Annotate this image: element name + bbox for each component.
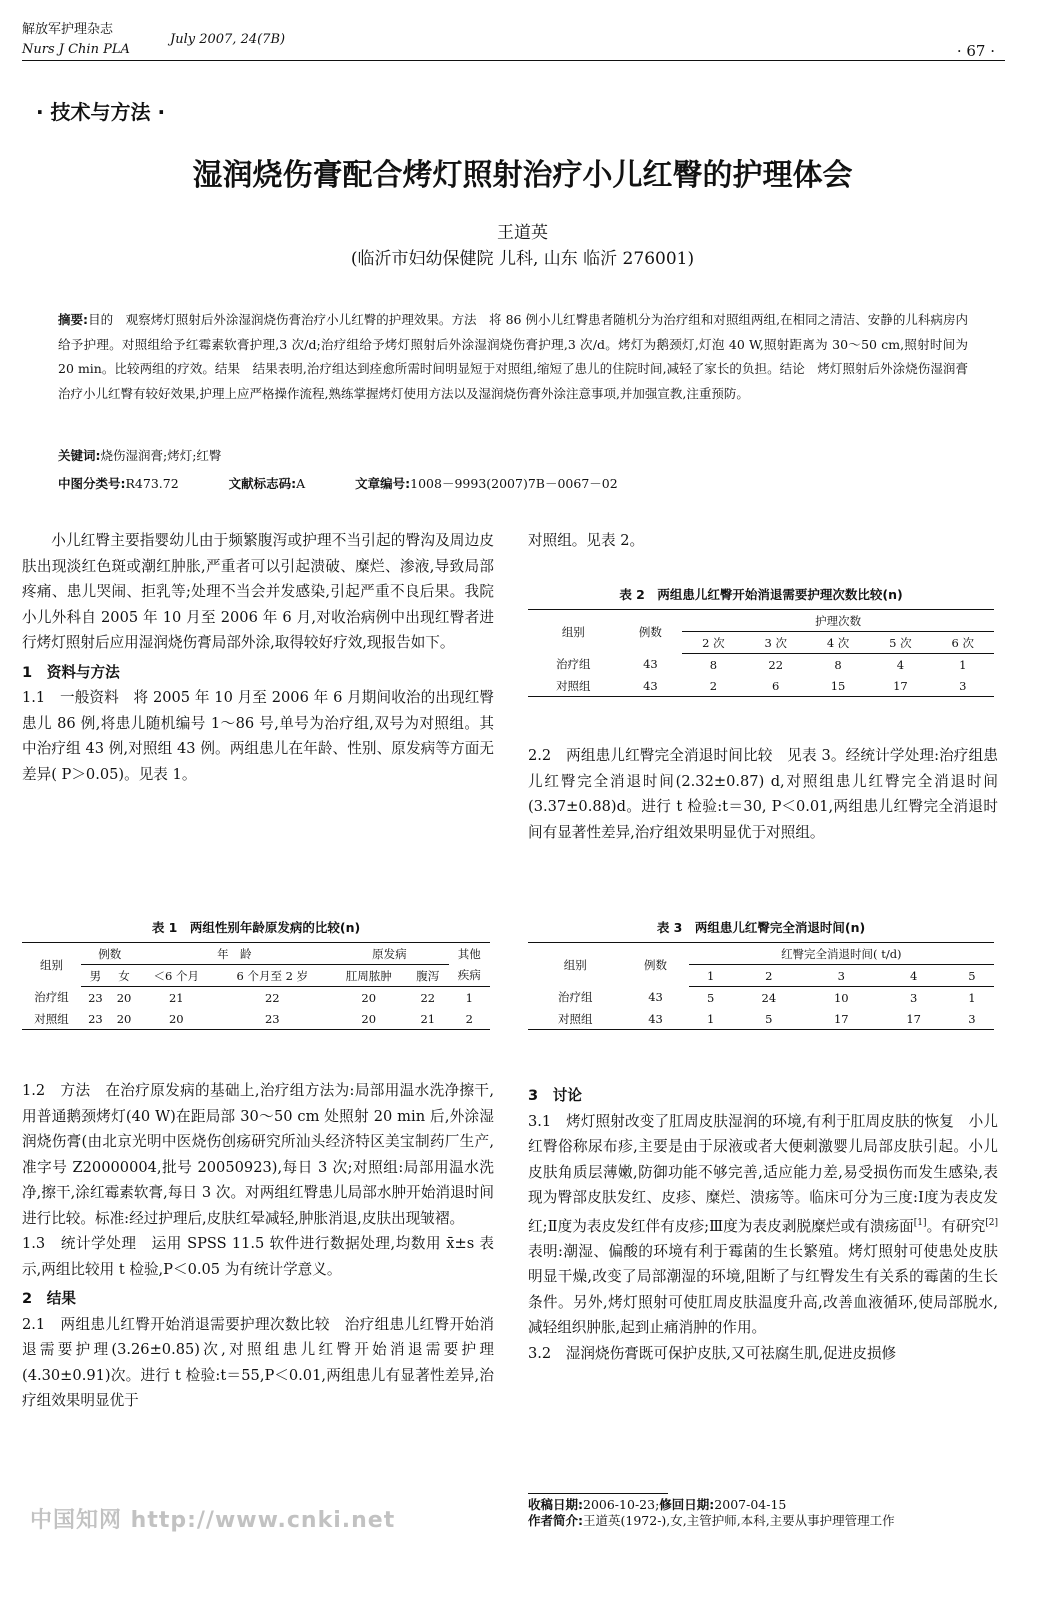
t3-cell: 3 <box>910 990 918 1005</box>
t2-cell: 22 <box>768 657 784 672</box>
para-2-1: 2.1 两组患儿红臀开始消退需要护理次数比较 治疗组患儿红臀开始消退需要护理(3.26±0.85)次,对照组患儿红臀开始消退需要护理(4.30±0.91)次。进行 t 检验:t＝55,P＜0.01,两组患儿有显著性差异,治疗组效果明显优于 <box>22 1315 494 1409</box>
t3-cell: 17 <box>805 1008 877 1030</box>
t3-cell: 10 <box>833 990 849 1005</box>
article-number <box>355 476 618 491</box>
t3-cell: 5 <box>733 1008 805 1030</box>
keywords-label: 关键词: <box>58 448 101 463</box>
revised-date: 2007-04-15 <box>714 1497 787 1512</box>
t1-cell: 20 <box>138 1008 214 1030</box>
right-column-bottom <box>528 1083 998 1366</box>
table-3 <box>528 918 994 1030</box>
t2-cell: 6 <box>745 675 807 697</box>
para-1-1: 1.1 一般资料 将 2005 年 10 月至 2006 年 6 月期间收治的出现红臀患儿 86 例,将患儿随机编号 1～86 号,单号为治疗组,双号为对照组。其中治疗组 43 例,对照组 43 例。两组患儿在年龄、性别、原发病等方面无差异( P＞0.05)。见表 1。 <box>22 689 494 783</box>
t2-cell: 15 <box>807 675 869 697</box>
t1-h-group: 组别 <box>22 943 81 987</box>
right-column-middle <box>528 743 998 845</box>
footnote-dates <box>528 1497 998 1513</box>
t2-cell: 对照组 <box>528 675 619 697</box>
t1-cell: 20 <box>116 990 132 1005</box>
para-3-1 <box>528 1109 998 1341</box>
t2-cell: 8 <box>709 657 718 672</box>
t3-cell: 43 <box>622 1008 688 1030</box>
received-label: 收稿日期: <box>528 1497 583 1512</box>
author: 王道英 <box>497 223 548 243</box>
t1-h-other: 其他 <box>449 943 490 965</box>
t1-sub-female: 女 <box>110 965 139 987</box>
heading-discussion: 3 讨论 <box>528 1087 582 1104</box>
abstract-label: 摘要: <box>58 312 89 327</box>
table-1-caption: 表 1 两组性别年龄原发病的比较(n) <box>151 920 361 935</box>
table-row <box>528 987 994 1009</box>
t1-cell: 1 <box>465 990 473 1005</box>
art-label: 文章编号: <box>355 476 411 491</box>
t3-sub: 2 <box>733 965 805 987</box>
table-row <box>22 1008 490 1030</box>
table-1-grid <box>22 942 490 1030</box>
para-3-2: 3.2 湿润烧伤膏既可保护皮肤,又可祛腐生肌,促进皮损修 <box>528 1344 897 1362</box>
t2-cell: 2 <box>682 675 744 697</box>
para-1-2: 1.2 方法 在治疗原发病的基础上,治疗组方法为:局部用温水洗净擦干,用普通鹅颈烤灯(40 W)在距局部 30～50 cm 处照射 20 min 后,外涂湿润烧伤膏(由北京光明中医烧伤创疡研究所汕头经济特区美宝制药厂生产,准字号 Z20000004,批号 20050923),每日 3 次;对照组:局部用温水洗净,擦干,涂红霉素软膏,每日 3 次。对两组红臀患儿局部水肿开始消退时间进行比较。标准:经过护理后,皮肤红晕减轻,肿胀消退,皮肤出现皱褶。 <box>22 1082 494 1227</box>
t3-cell: 43 <box>648 990 663 1005</box>
t1-cell: 20 <box>361 990 377 1005</box>
table-2 <box>528 585 994 697</box>
section-tag: · 技术与方法 · <box>36 100 166 124</box>
table-row <box>22 987 490 1009</box>
t3-cell: 17 <box>877 1008 949 1030</box>
watermark: 中国知网 http://www.cnki.net <box>30 1508 396 1533</box>
doc-code <box>229 476 306 491</box>
issue-date: July 2007, 24(7B) <box>170 32 286 47</box>
article-title: 湿润烧伤膏配合烤灯照射治疗小儿红臀的护理体会 <box>192 158 853 193</box>
t2-cell: 1 <box>959 657 967 672</box>
t1-cell: 21 <box>168 990 184 1005</box>
t1-sub-age2: 6 个月至 2 岁 <box>214 965 330 987</box>
clc-value: R473.72 <box>125 476 179 491</box>
t3-h-cases: 例数 <box>622 943 688 987</box>
t1-sub-diarrhea: 腹泻 <box>407 965 448 987</box>
t2-sub: 5 次 <box>869 632 931 654</box>
t1-cell: 23 <box>214 1008 330 1030</box>
table-row <box>528 675 994 697</box>
citation-2: [2] <box>985 1217 998 1228</box>
bio-label: 作者简介: <box>528 1513 583 1528</box>
clc-label: 中图分类号: <box>58 476 126 491</box>
doc-value: A <box>296 476 306 491</box>
t1-sub-abscess: 肛周脓肿 <box>330 965 407 987</box>
t1-cell: 23 <box>88 990 103 1005</box>
para-3-1-c: 表明:潮湿、偏酸的环境有利于霉菌的生长繁殖。烤灯照射可使患处皮肤明显干燥,改变了局部潮湿的环境,阻断了与红臀发生有关系的霉菌的生长条件。另外,烤灯照射可使肛周皮肤温度升高,改善血液循环,使局部脱水,减轻组织肿胀,起到止痛消肿的作用。 <box>528 1242 998 1337</box>
t3-cell: 24 <box>761 990 777 1005</box>
right-column-top <box>528 528 998 554</box>
t1-cell: 治疗组 <box>34 990 69 1005</box>
t1-sub-male: 男 <box>81 965 110 987</box>
affiliation: (临沂市妇幼保健院 儿科, 山东 临沂 276001) <box>350 249 695 269</box>
t3-cell: 1 <box>968 990 976 1005</box>
footnote-rule <box>528 1493 668 1494</box>
citation-1: [1] <box>913 1217 927 1228</box>
t2-cell: 17 <box>869 675 931 697</box>
t2-cell: 4 <box>896 657 905 672</box>
table-1 <box>22 918 490 1030</box>
t1-cell: 2 <box>449 1008 490 1030</box>
table-row <box>528 654 994 676</box>
clc-number <box>58 476 179 491</box>
left-column-bottom <box>22 1078 494 1414</box>
revised-label: 修回日期: <box>659 1497 715 1512</box>
t3-h-span: 红臀完全消退时间( t/d) <box>689 943 994 965</box>
t1-cell: 22 <box>420 990 436 1005</box>
t3-cell: 3 <box>950 1008 994 1030</box>
t1-cell: 23 <box>81 1008 110 1030</box>
t1-cell: 20 <box>330 1008 407 1030</box>
t3-cell: 对照组 <box>528 1008 622 1030</box>
doc-label: 文献标志码: <box>228 476 297 491</box>
t2-cell: 8 <box>834 657 842 672</box>
t1-cell: 对照组 <box>22 1008 81 1030</box>
t2-sub: 2 次 <box>682 632 744 654</box>
journal-name <box>22 20 130 60</box>
classification-line <box>58 474 664 492</box>
journal-name-en: Nurs J Chin PLA <box>22 42 130 57</box>
art-value: 1008－9993(2007)7B－0067－02 <box>410 476 618 491</box>
keywords <box>58 446 221 464</box>
t1-cell: 21 <box>407 1008 448 1030</box>
t3-sub: 1 <box>689 965 733 987</box>
abstract <box>58 308 968 406</box>
t2-sub: 3 次 <box>745 632 807 654</box>
para-2-2: 2.2 两组患儿红臀完全消退时间比较 见表 3。经统计学处理:治疗组患儿红臀完全消退时间(2.32±0.87) d,对照组患儿红臀完全消退时间(3.37±0.88)d。进行 t 检验:t＝30, P＜0.01,两组患儿红臀完全消退时间有显著性差异,治疗组效果明显优于对照组。 <box>528 747 998 841</box>
t1-sub-disease: 疾病 <box>449 965 490 987</box>
para-3-1-a: 3.1 烤灯照射改变了肛周皮肤湿润的环境,有利于肛周皮肤的恢复 小儿红臀俗称尿布疹,主要是由于尿液或者大便刺激婴儿局部皮肤引起。小儿皮肤角质层薄嫩,防御功能不够完善,适应能力差,易受损伤而发生感染,表现为臀部皮肤发红、皮疹、糜烂、溃疡等。临床可分为三度:Ⅰ度为表皮发红;Ⅱ度为表皮发红伴有皮疹;Ⅲ度为表皮剥脱糜烂或有溃疡面 <box>528 1112 998 1235</box>
t3-h-group: 组别 <box>528 943 622 987</box>
t3-cell: 治疗组 <box>557 990 593 1005</box>
t2-sub: 4 次 <box>807 632 869 654</box>
t3-cell: 5 <box>706 990 715 1005</box>
t3-cell: 1 <box>689 1008 733 1030</box>
heading-results: 2 结果 <box>22 1290 76 1307</box>
t2-cell: 43 <box>643 657 658 672</box>
received-date: 2006-10-23; <box>583 1497 660 1512</box>
journal-name-cn: 解放军护理杂志 <box>22 22 114 37</box>
t3-sub: 4 <box>877 965 949 987</box>
t2-h-group: 组别 <box>528 610 619 654</box>
table-3-grid <box>528 942 994 1030</box>
t2-h-cases: 例数 <box>619 610 683 654</box>
intro-paragraph: 小儿红臀主要指婴幼儿由于频繁腹泻或护理不当引起的臀沟及周边皮肤出现淡红色斑或潮红肿胀,严重者可以引起溃破、糜烂、渗液,导致局部疼痛、患儿哭闹、拒乳等;处理不当会并发感染,引起严重不良后果。我院小儿外科自 2005 年 10 月至 2006 年 6 月,对收治病例中出现红臀者进行烤灯照射后应用湿润烧伤膏局部外涂,取得较好疗效,现报告如下。 <box>22 532 494 651</box>
para-cont: 对照组。见表 2。 <box>528 532 645 549</box>
t2-cell: 43 <box>619 675 683 697</box>
t3-sub: 5 <box>950 965 994 987</box>
table-2-caption: 表 2 两组患儿红臀开始消退需要护理次数比较(n) <box>619 587 903 602</box>
heading-materials-methods: 1 资料与方法 <box>22 663 120 681</box>
t2-sub: 6 次 <box>932 632 994 654</box>
t1-cell: 20 <box>110 1008 139 1030</box>
page-number: · 67 · <box>956 42 995 60</box>
t2-cell: 3 <box>932 675 994 697</box>
t1-sub-age1: ＜6 个月 <box>138 965 214 987</box>
bio-text: 王道英(1972-),女,主管护师,本科,主要从事护理管理工作 <box>583 1513 895 1528</box>
header-rule <box>22 60 1005 61</box>
t1-h-primary: 原发病 <box>330 943 448 965</box>
footnote-bio <box>528 1513 998 1529</box>
t2-h-span: 护理次数 <box>682 610 994 632</box>
para-3-1-b: 。有研究 <box>926 1217 986 1235</box>
table-2-grid <box>528 609 994 697</box>
abstract-text: 目的 观察烤灯照射后外涂湿润烧伤膏治疗小儿红臀的护理效果。方法 将 86 例小儿红臀患者随机分为治疗组和对照组两组,在相同之清洁、安静的儿科病房内给予护理。对照组给予红霉素软膏护理,3 次/d;治疗组给予烤灯照射后外涂湿润烧伤膏护理,3 次/d。烤灯为鹅颈灯,灯泡 40 W,照射距离为 30～50 cm,照射时间为 20 min。比较两组的疗效。结果 结果表明,治疗组达到痊愈所需时间明显短于对照组,缩短了患儿的住院时间,减轻了家长的负担。结论 烤灯照射后外涂烧伤湿润膏治疗小儿红臀有较好效果,护理上应严格操作流程,熟练掌握烤灯使用方法以及湿润烧伤膏外涂注意事项,并加强宣教,注重预防。 <box>58 312 968 401</box>
t1-h-age: 年 龄 <box>138 943 330 965</box>
t3-sub: 3 <box>805 965 877 987</box>
footnote <box>528 1497 998 1529</box>
keywords-text: 烧伤湿润膏;烤灯;红臀 <box>100 448 222 463</box>
table-3-caption: 表 3 两组患儿红臀完全消退时间(n) <box>656 920 866 935</box>
para-1-3: 1.3 统计学处理 运用 SPSS 11.5 软件进行数据处理,均数用 x̄±s 表示,两组比较用 t 检验,P＜0.05 为有统计学意义。 <box>22 1235 494 1278</box>
left-column-top <box>22 528 494 787</box>
table-row <box>528 1008 994 1030</box>
t1-h-cases: 例数 <box>81 943 138 965</box>
t1-cell: 22 <box>264 990 280 1005</box>
t2-cell: 治疗组 <box>556 657 591 672</box>
